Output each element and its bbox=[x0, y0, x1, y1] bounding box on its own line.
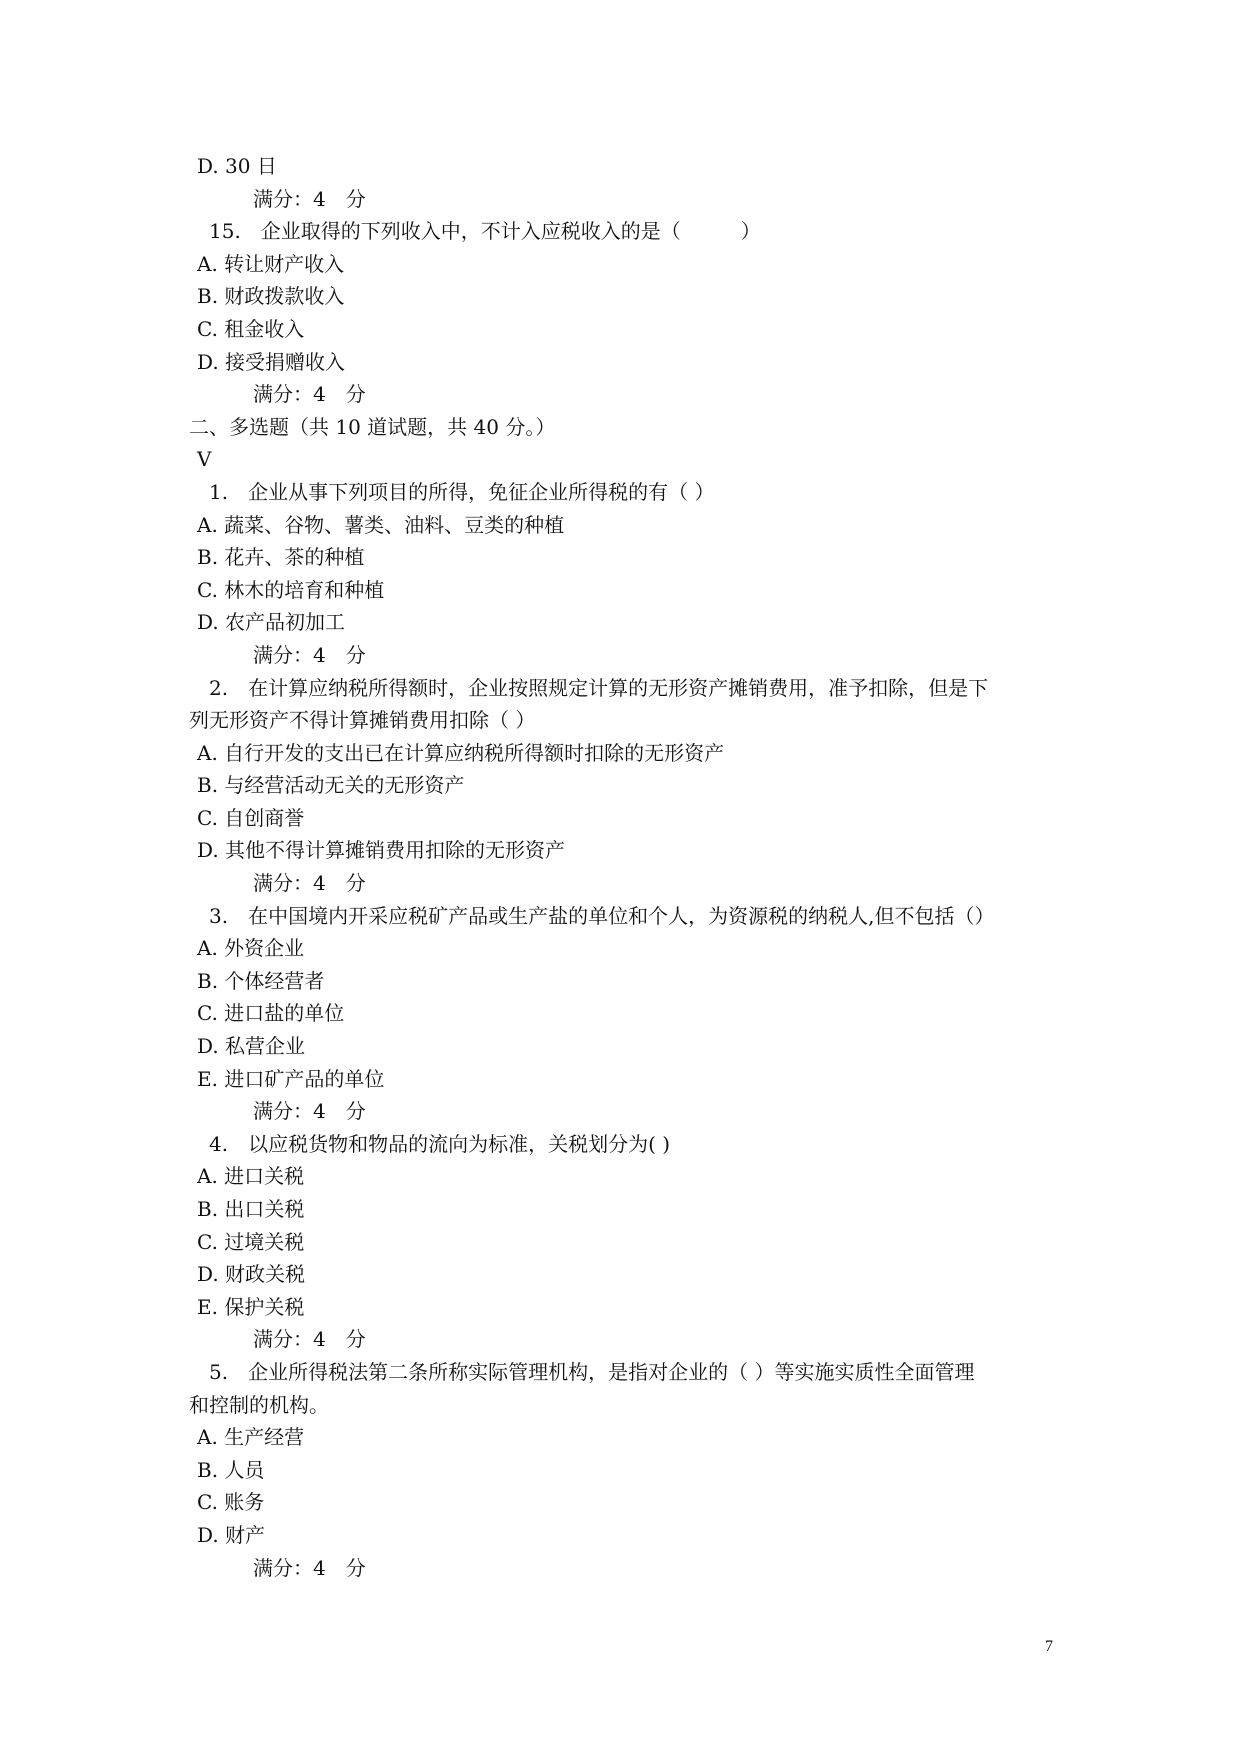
document-body bbox=[189, 150, 1069, 1584]
option-line: A. 外资企业 bbox=[197, 936, 305, 961]
option-line: B. 出口关税 bbox=[197, 1197, 305, 1221]
option-line: B. 与经营活动无关的无形资产 bbox=[197, 773, 465, 798]
option-line: C. 林木的培育和种植 bbox=[197, 577, 385, 602]
option-line: D. 接受捐赠收入 bbox=[197, 349, 346, 374]
score-line: 满分：4 分 bbox=[253, 1099, 366, 1124]
score-line: 满分：4 分 bbox=[253, 1327, 366, 1352]
option-line: D. 其他不得计算摊销费用扣除的无形资产 bbox=[197, 838, 566, 863]
question-line: 15. 企业取得的下列收入中，不计入应税收入的是（ ） bbox=[209, 219, 761, 244]
option-line: D. 财产 bbox=[197, 1522, 266, 1547]
option-line: A. 蔬菜、谷物、薯类、油料、豆类的种植 bbox=[197, 512, 565, 537]
score-line: 满分：4 分 bbox=[253, 642, 366, 667]
option-line: D. 财政关税 bbox=[197, 1262, 306, 1287]
option-line: D. 私营企业 bbox=[197, 1034, 306, 1059]
option-line: C. 过境关税 bbox=[197, 1229, 305, 1254]
score-line: 满分：4 分 bbox=[253, 1555, 366, 1580]
question-line: 4. 以应税货物和物品的流向为标准，关税划分为( ) bbox=[209, 1131, 671, 1156]
question-line: 1. 企业从事下列项目的所得，免征企业所得税的有（ ） bbox=[209, 479, 715, 504]
option-line: D. 30 日 bbox=[197, 154, 277, 178]
page-number: 7 bbox=[1045, 1638, 1053, 1655]
option-line: A. 自行开发的支出已在计算应纳税所得额时扣除的无形资产 bbox=[197, 740, 725, 765]
option-line: V bbox=[197, 447, 212, 472]
question-line: 3. 在中国境内开采应税矿产品或生产盐的单位和个人，为资源税的纳税人,但不包括（） bbox=[209, 903, 995, 928]
text-line: 二、多选题（共 10 道试题，共 40 分。） bbox=[189, 414, 556, 439]
text-line: 列无形资产不得计算摊销费用扣除（ ） bbox=[189, 708, 536, 733]
score-line: 满分：4 分 bbox=[253, 382, 366, 407]
option-line: B. 人员 bbox=[197, 1457, 265, 1482]
option-line: C. 自创商誉 bbox=[197, 805, 305, 830]
option-line: B. 财政拨款收入 bbox=[197, 284, 345, 309]
option-line: A. 进口关税 bbox=[197, 1164, 305, 1189]
option-line: A. 生产经营 bbox=[197, 1425, 305, 1450]
option-line: B. 个体经营者 bbox=[197, 968, 325, 993]
option-line: C. 进口盐的单位 bbox=[197, 1001, 345, 1026]
question-line: 2. 在计算应纳税所得额时，企业按照规定计算的无形资产摊销费用，准予扣除，但是下 bbox=[209, 675, 989, 700]
option-line: C. 账务 bbox=[197, 1490, 265, 1515]
question-line: 5. 企业所得税法第二条所称实际管理机构，是指对企业的（ ）等实施实质性全面管理 bbox=[209, 1359, 975, 1384]
option-line: D. 农产品初加工 bbox=[197, 610, 346, 635]
option-line: A. 转让财产收入 bbox=[197, 251, 345, 276]
option-line: B. 花卉、茶的种植 bbox=[197, 545, 365, 570]
option-line: C. 租金收入 bbox=[197, 316, 305, 341]
option-line: E. 保护关税 bbox=[197, 1294, 305, 1319]
score-line: 满分：4 分 bbox=[253, 186, 366, 211]
text-line: 和控制的机构。 bbox=[189, 1392, 329, 1417]
score-line: 满分：4 分 bbox=[253, 871, 366, 896]
option-line: E. 进口矿产品的单位 bbox=[197, 1066, 385, 1091]
